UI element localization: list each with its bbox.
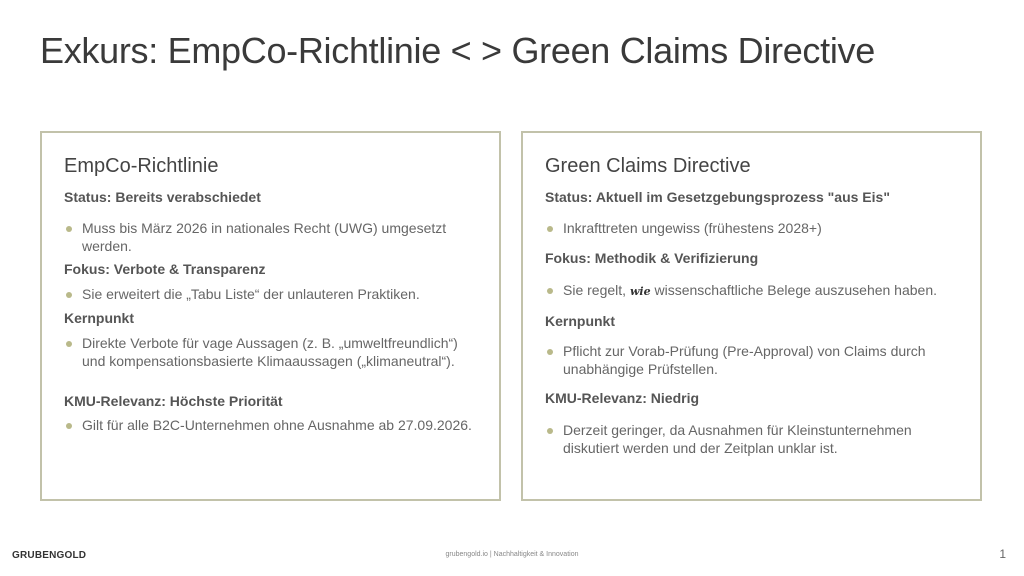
- bullet-text: Derzeit geringer, da Ausnahmen für Kleinstunternehmen diskutiert werden und der Zeitplan unklar ist.: [563, 422, 912, 456]
- kmu-heading: KMU-Relevanz: Niedrig: [545, 390, 700, 406]
- card-title: Green Claims Directive: [545, 155, 751, 177]
- slide-title: Exkurs: EmpCo-Richtlinie < > Green Claims Directive: [40, 30, 875, 71]
- handwritten-word: wie: [629, 285, 651, 298]
- bullet-text: Gilt für alle B2C-Unternehmen ohne Ausnahme ab 27.09.2026.: [82, 417, 472, 433]
- kern-heading: Kernpunkt: [545, 313, 615, 329]
- footer-text: grubengold.io | Nachhaltigkeit & Innovation: [445, 551, 579, 558]
- bullet-icon: [66, 423, 72, 429]
- bullet-icon: [547, 288, 553, 294]
- bullet-text: Muss bis März 2026 in nationales Recht (UWG) umgesetzt werden.: [82, 220, 447, 254]
- bullet-text: Pflicht zur Vorab-Prüfung (Pre-Approval) von Claims durch unabhängige Prüfstellen.: [563, 343, 926, 377]
- bullet-icon: [66, 226, 72, 232]
- bullet-icon: [547, 349, 553, 355]
- bullet-icon: [547, 428, 553, 434]
- kmu-heading: KMU-Relevanz: Höchste Priorität: [64, 393, 283, 409]
- list-item: [64, 335, 474, 370]
- card-title: EmpCo-Richtlinie: [64, 155, 219, 177]
- list-item: [64, 417, 474, 435]
- bullet-text: Direkte Verbote für vage Aussagen (z. B. „umweltfreundlich“) und kompensationsbasierte Klimaaussagen („klimaneutral“).: [82, 335, 458, 369]
- page-number: 1: [999, 547, 1006, 561]
- fokus-heading: Fokus: Methodik & Verifizierung: [545, 250, 759, 266]
- status-heading: Status: Bereits verabschiedet: [64, 189, 261, 205]
- bullet-text: Sie erweitert die „Tabu Liste“ der unlauteren Praktiken.: [82, 286, 420, 302]
- bullet-text: Sie regelt,: [563, 282, 627, 298]
- status-heading: Status: Aktuell im Gesetzgebungsprozess "aus Eis": [545, 189, 890, 205]
- bullet-text: wissenschaftliche Belege auszusehen haben.: [654, 282, 938, 298]
- bullet-icon: [66, 292, 72, 298]
- grubengold-logo: GRUBENGOLD: [12, 550, 87, 561]
- green-claims-card: [521, 131, 982, 501]
- list-item: [545, 343, 955, 378]
- list-item: [64, 286, 474, 304]
- list-item: [545, 220, 955, 238]
- empco-card: [40, 131, 501, 501]
- bullet-icon: [66, 341, 72, 347]
- list-item: [545, 422, 955, 457]
- kern-heading: Kernpunkt: [64, 310, 134, 326]
- bullet-icon: [547, 226, 553, 232]
- fokus-heading: Fokus: Verbote & Transparenz: [64, 261, 266, 277]
- list-item: [545, 282, 955, 301]
- list-item: [64, 220, 474, 255]
- bullet-text: Inkrafttreten ungewiss (frühestens 2028+): [563, 220, 822, 236]
